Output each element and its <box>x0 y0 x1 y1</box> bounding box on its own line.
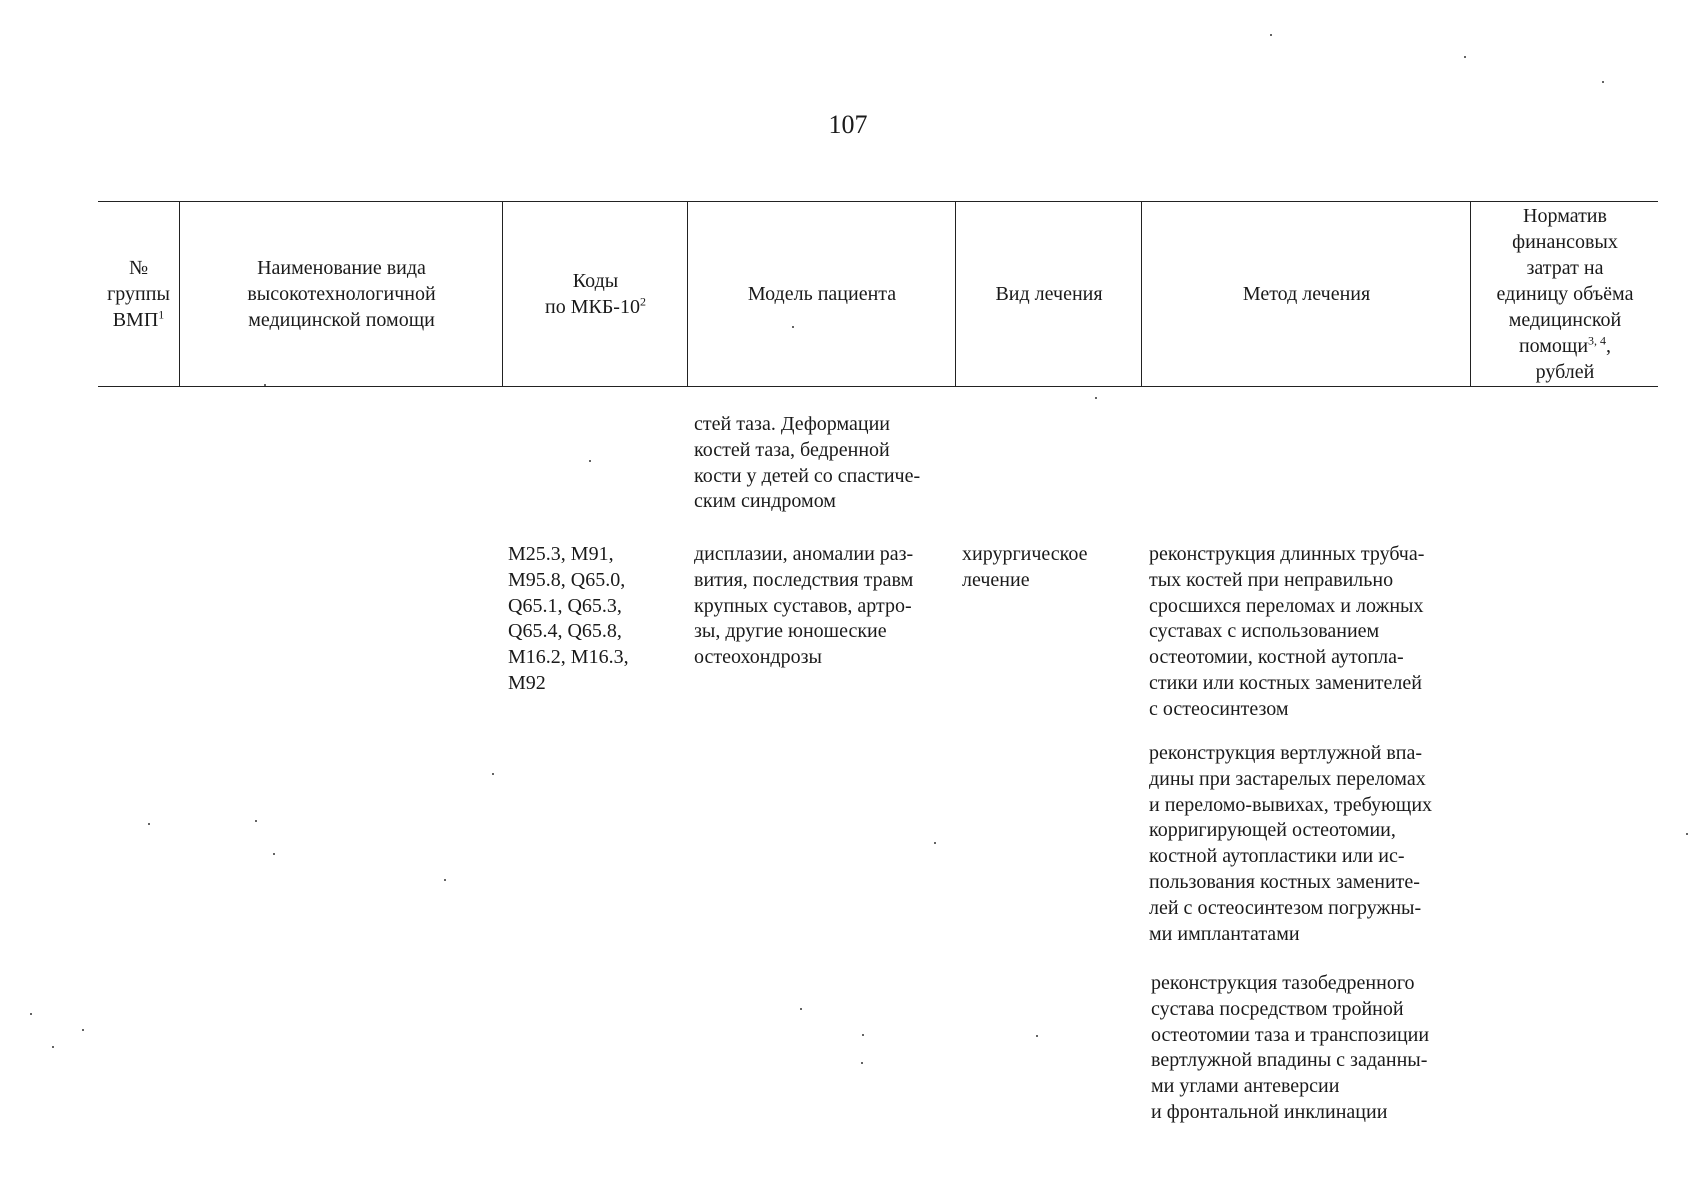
header-treatment-type: Вид лечения <box>995 283 1103 305</box>
treatment-method-item: реконструкция длинных трубча- тых костей при неправильно сросшихся переломах и ложных суставах с использованием остеотомии, костной аутопла- стики или костных заменителей с остеосинтезом <box>1149 543 1425 720</box>
header-icd-codes: Коды по МКБ-$10^2$ <box>545 270 646 318</box>
scan-speck <box>492 773 494 775</box>
scan-speck <box>444 879 446 881</box>
scan-speck <box>30 1013 32 1015</box>
scan-speck <box>264 384 266 386</box>
column-divider <box>179 201 180 387</box>
header-patient-model: Модель пациента <box>747 283 897 305</box>
header-care-type-name: Наименование вида высокотехнологичной медицинской помощи <box>247 257 436 331</box>
scan-speck <box>273 853 275 855</box>
patient-model-cell: дисплазии, аномалии раз- вития, последствия травм крупных суставов, артро- зы, другие юношеские остеохондрозы <box>694 543 914 669</box>
scan-speck <box>1686 833 1688 835</box>
scan-speck <box>52 1046 54 1048</box>
header-group-number: № группы ВМП$^1$ <box>107 257 170 331</box>
scan-speck <box>1036 1035 1038 1037</box>
page-number: 107 <box>828 110 868 139</box>
scan-speck <box>861 1062 863 1064</box>
header-cost-standard: Норматив финансовых затрат на единицу объёма медицинской помощи$^{3, 4}$, рублей <box>1496 205 1634 383</box>
scan-speck <box>1095 397 1097 399</box>
treatment-method-item: реконструкция тазобедренного сустава посредством тройной остеотомии таза и транспозиции вертлужной впадины с заданны- ми углами антеверсии и фронтальной инклинации <box>1151 972 1430 1123</box>
column-divider <box>1141 201 1142 387</box>
column-divider <box>955 201 956 387</box>
table-top-rule <box>98 201 1658 202</box>
scan-speck <box>862 1034 864 1036</box>
table-header-bottom-rule <box>98 386 1658 387</box>
treatment-type-cell: хирургическое лечение <box>962 543 1088 591</box>
icd-codes-cell: M25.3, M91, M95.8, Q65.0, Q65.1, Q65.3, Q65.4, Q65.8, M16.2, M16.3, M92 <box>508 543 629 694</box>
scan-speck <box>148 823 150 825</box>
scan-speck <box>1270 34 1272 36</box>
treatment-method-item: реконструкция вертлужной впа- дины при застарелых переломах и переломо-вывихах, требующих корригирующей остеотомии, костной аутопластики или ис- пользования костных замените- лей с остеосинтезом погружны- ми имплантатами <box>1149 742 1433 945</box>
column-divider <box>687 201 688 387</box>
scan-speck <box>82 1029 84 1031</box>
scan-speck <box>934 842 936 844</box>
column-divider <box>1470 201 1471 387</box>
scan-speck <box>800 1008 802 1010</box>
column-divider <box>502 201 503 387</box>
scan-speck <box>792 326 794 328</box>
header-treatment-method: Метод лечения <box>1242 283 1371 305</box>
scan-speck <box>1464 56 1466 58</box>
scan-speck <box>589 460 591 462</box>
scan-speck <box>1602 81 1604 83</box>
scan-speck <box>255 820 257 822</box>
continuation-patient-model: стей таза. Деформации костей таза, бедренной кости у детей со спастиче- ским синдромом <box>694 413 921 513</box>
